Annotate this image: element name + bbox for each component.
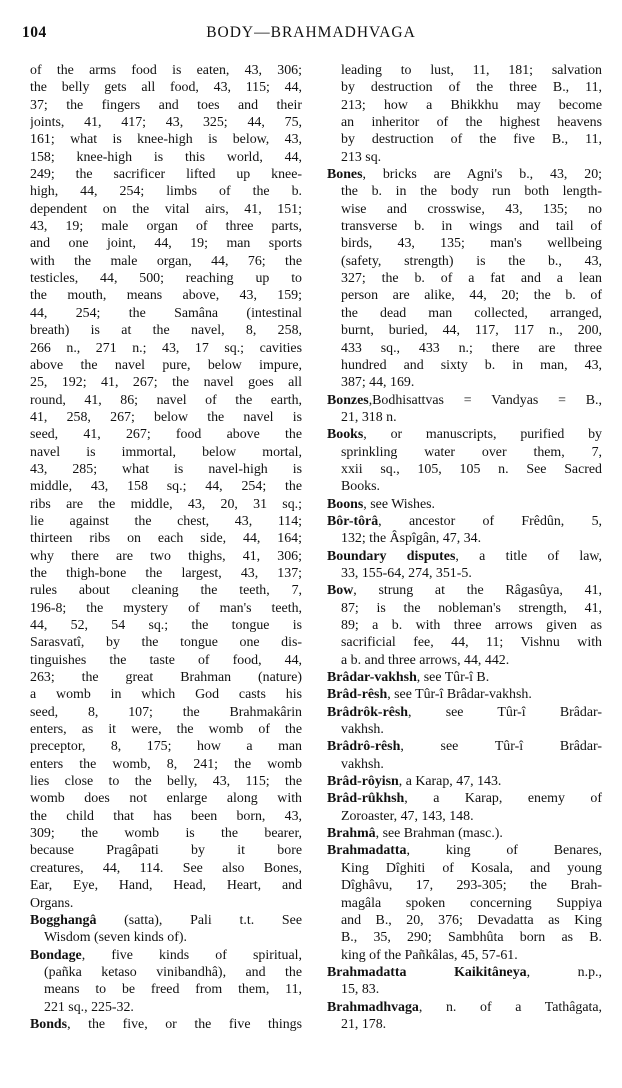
- index-entry-head-line: [327, 773, 602, 790]
- entry-text: seed, 8, 107; the Brahmakârin: [30, 704, 302, 720]
- index-line: [327, 201, 602, 218]
- index-line: [327, 617, 602, 634]
- entry-text: 132; the Âspîgân, 47, 34.: [341, 531, 482, 547]
- entry-text: 213 sq.: [341, 149, 382, 165]
- index-line: [30, 374, 302, 391]
- entry-text: leading to lust, 11, 181; salvation: [341, 63, 602, 78]
- entry-text: womb does not enlarge along with: [30, 791, 302, 807]
- index-line: [30, 426, 302, 443]
- index-line: [30, 183, 302, 200]
- index-entry-head-line: [30, 947, 302, 964]
- entry-text: birds, 43, 135; man's wellbeing: [341, 236, 602, 252]
- index-line: [327, 565, 602, 582]
- entry-text: 33, 155-64, 274, 351-5.: [341, 565, 472, 581]
- entry-text: , the five, or the five things: [67, 1016, 302, 1032]
- index-line: [30, 825, 302, 842]
- index-line: [30, 634, 302, 651]
- entry-text: thirteen ribs on each side, 44, 164;: [30, 531, 302, 547]
- entry-text: , see Tûr-î Brâdar-: [408, 704, 602, 720]
- index-line: [327, 877, 602, 894]
- entry-text: preceptor, 8, 175; how a man: [30, 739, 302, 755]
- index-line: [30, 340, 302, 357]
- entry-text: Zoroaster, 47, 143, 148.: [341, 808, 474, 824]
- entry-text: 43, 19; male organ of three parts,: [30, 219, 302, 235]
- index-entry-head-line: [327, 686, 602, 703]
- entry-text: 89; a b. with three arrows given as: [341, 618, 602, 633]
- entry-text: , or manuscripts, purified by: [363, 427, 602, 443]
- index-line: [30, 808, 302, 825]
- entry-text: high, 44, 254; limbs of the b.: [30, 184, 302, 200]
- entry-text: (satta), Pali t.t. See: [96, 912, 302, 928]
- index-line: [30, 877, 302, 894]
- index-line: [30, 860, 302, 877]
- entry-text: 327; the b. of a fat and a lean: [341, 271, 602, 287]
- headword: Brâd-rûkhsh: [327, 791, 405, 807]
- index-entry-head-line: [327, 582, 602, 599]
- index-line: [30, 790, 302, 807]
- index-entry-head-line: [30, 912, 302, 929]
- entry-text: breath) is at the navel, 8, 258,: [30, 323, 302, 339]
- entry-text: 44, 254; the Samâna (intestinal: [30, 305, 302, 321]
- index-line: [327, 183, 602, 200]
- entry-text: wise and crosswise, 43, 135; no: [341, 201, 602, 217]
- entry-text: xxii sq., 105, 105 n. See Sacred: [341, 461, 602, 477]
- entry-text: , see Wishes.: [363, 496, 436, 512]
- entry-text: and B., 20, 376; Devadatta as King: [341, 912, 602, 928]
- entry-text: the mouth, means above, 43, 159;: [30, 288, 302, 304]
- index-line: [30, 565, 302, 582]
- headword: Bonzes: [327, 392, 369, 408]
- entry-text: 263; the great Brahman (nature): [30, 670, 302, 686]
- headword: Brahmâ: [327, 826, 376, 842]
- headword: Bôr-tôrâ: [327, 513, 379, 529]
- headword: Boons: [327, 496, 364, 512]
- index-line: [30, 756, 302, 773]
- index-entry-head-line: [327, 825, 602, 842]
- index-line: [30, 738, 302, 755]
- entry-text: joints, 41, 417; 43, 325; 44, 75,: [30, 115, 302, 131]
- index-line: [30, 97, 302, 114]
- entry-text: the belly gets all food, 43, 115; 44,: [30, 80, 302, 96]
- index-line: [30, 235, 302, 252]
- entry-text: sacrificial fee, 44, 11; Vishnu with: [341, 635, 602, 651]
- entry-text: Books.: [341, 479, 380, 495]
- index-line: [327, 461, 602, 478]
- running-head: BODY—BRAHMADHVAGA: [206, 24, 416, 41]
- headword: Brâdrôk-rêsh: [327, 704, 409, 720]
- entry-text: , see Tûr-î B.: [416, 670, 490, 686]
- entry-text: transverse b. in wings and tail of: [341, 219, 602, 235]
- index-line: [30, 964, 302, 981]
- entry-text: the child that has been born, 43,: [30, 808, 302, 824]
- entry-text: 266 n., 271 n.; 43, 17 sq.; cavities: [30, 340, 302, 356]
- headword: Brahmadatta: [327, 843, 407, 859]
- entry-text: magâla spoken concerning Suppiya: [341, 895, 602, 911]
- entry-text: and one joint, 44, 19; man sports: [30, 236, 302, 252]
- index-line: [30, 201, 302, 218]
- entry-text: vakhsh.: [341, 756, 384, 772]
- index-line: [327, 79, 602, 96]
- entry-text: creatures, 44, 114. See also Bones,: [30, 860, 302, 876]
- index-line: [327, 1016, 602, 1033]
- entry-text: sprinkling water over them, 7,: [341, 444, 602, 460]
- entry-text: (pañka ketaso vinibandhâ), and the: [44, 964, 302, 980]
- index-line: [327, 652, 602, 669]
- entry-text: Organs.: [30, 895, 74, 911]
- entry-text: burnt, buried, 44, 117, 117 n., 200,: [341, 323, 602, 339]
- index-line: [327, 149, 602, 166]
- entry-text: 21, 318 n.: [341, 409, 397, 425]
- index-line: [30, 513, 302, 530]
- entry-text: enters, as it were, the womb of the: [30, 722, 302, 738]
- headword: Brahmadhvaga: [327, 999, 419, 1015]
- entry-text: the b. in the body run both length-: [341, 184, 602, 200]
- index-line: [327, 131, 602, 148]
- entry-text: above the navel pure, below impure,: [30, 357, 302, 373]
- headword: Brahmadatta Kaikitâneya: [327, 964, 527, 980]
- index-line: [30, 253, 302, 270]
- entry-text: (safety, strength) is the b., 43,: [341, 253, 602, 269]
- index-line: [30, 496, 302, 513]
- index-entry-head-line: [327, 738, 602, 755]
- index-line: [30, 357, 302, 374]
- entry-text: 309; the womb is the bearer,: [30, 826, 302, 842]
- index-line: [30, 721, 302, 738]
- entry-text: means to be freed from them, 11,: [44, 982, 302, 998]
- headword: Brâdrô-rêsh: [327, 739, 401, 755]
- headword: Bondage: [30, 947, 82, 963]
- headword: Brâd-rêsh: [327, 687, 388, 703]
- entry-text: 161; what is knee-high is below, 43,: [30, 132, 302, 148]
- entry-text: 158; knee-high is this world, 44,: [30, 149, 302, 165]
- entry-text: , a Karap, 47, 143.: [398, 774, 502, 790]
- entry-text: a womb in which God casts his: [30, 687, 302, 703]
- entry-text: vakhsh.: [341, 722, 384, 738]
- entry-text: , n.p.,: [526, 964, 602, 980]
- index-line: [30, 600, 302, 617]
- entry-text: , ancestor of Frêdûn, 5,: [378, 513, 602, 529]
- entry-text: of the arms food is eaten, 43, 306;: [30, 63, 302, 78]
- page-header: [22, 24, 600, 46]
- index-line: [30, 131, 302, 148]
- index-line: [327, 305, 602, 322]
- index-line: [327, 912, 602, 929]
- entry-text: 433 sq., 433 n.; there are three: [341, 340, 602, 356]
- headword: Books: [327, 427, 364, 443]
- index-entry-head-line: [327, 548, 602, 565]
- index-line: [327, 114, 602, 131]
- entry-text: , see Brahman (masc.).: [375, 826, 503, 842]
- index-entry-head-line: [327, 513, 602, 530]
- index-line: [30, 582, 302, 599]
- entry-text: navel is immortal, below mortal,: [30, 444, 302, 460]
- index-line: [30, 287, 302, 304]
- entry-text: middle, 43, 158 sq.; 44, 254; the: [30, 479, 302, 495]
- index-line: [327, 947, 602, 964]
- index-line: [30, 409, 302, 426]
- index-line: [327, 808, 602, 825]
- entry-text: why there are two thighs, 41, 306;: [30, 548, 302, 564]
- index-line: [327, 530, 602, 547]
- index-line: [327, 322, 602, 339]
- index-line: [327, 218, 602, 235]
- index-line: [30, 62, 302, 79]
- entry-text: lies close to the belly, 43, 115; the: [30, 774, 302, 790]
- entry-text: 213; how a Bhikkhu may become: [341, 97, 602, 113]
- entry-text: by destruction of the three B., 11,: [341, 80, 602, 96]
- index-line: [327, 97, 602, 114]
- index-entry-head-line: [327, 999, 602, 1016]
- index-line: [30, 530, 302, 547]
- entry-text: ribs are the middle, 43, 20, 31 sq.;: [30, 496, 302, 512]
- index-line: [30, 704, 302, 721]
- entry-text: enters the womb, 8, 241; the womb: [30, 756, 302, 772]
- index-entry-head-line: [327, 964, 602, 981]
- index-line: [30, 669, 302, 686]
- index-entry-head-line: [327, 704, 602, 721]
- index-line: [327, 600, 602, 617]
- entry-text: dependent on the vital airs, 41, 151;: [30, 201, 302, 217]
- index-line: [327, 374, 602, 391]
- right-column: [327, 62, 602, 1033]
- index-line: [30, 617, 302, 634]
- index-entry-head-line: [327, 790, 602, 807]
- entry-text: with the male organ, 44, 76; the: [30, 253, 302, 269]
- entry-text: Wisdom (seven kinds of).: [44, 930, 187, 946]
- entry-text: Ear, Eye, Hand, Head, Heart, and: [30, 878, 302, 894]
- entry-text: a b. and three arrows, 44, 442.: [341, 652, 510, 668]
- index-entry-head-line: [327, 496, 602, 513]
- entry-text: 387; 44, 169.: [341, 375, 415, 391]
- index-line: [327, 895, 602, 912]
- entry-text: 221 sq., 225-32.: [44, 999, 134, 1015]
- index-line: [30, 652, 302, 669]
- entry-text: seed, 41, 267; food above the: [30, 427, 302, 443]
- entry-text: 37; the fingers and toes and their: [30, 97, 302, 113]
- entry-text: king of the Pañkâlas, 45, 57-61.: [341, 947, 518, 963]
- entry-text: 249; the sacrificer lifted up knee-: [30, 167, 302, 183]
- index-line: [30, 842, 302, 859]
- index-entry-head-line: [327, 842, 602, 859]
- index-line: [30, 981, 302, 998]
- entry-text: hundred and sixty b. in man, 43,: [341, 357, 602, 373]
- index-line: [327, 340, 602, 357]
- index-line: [30, 929, 302, 946]
- index-line: [30, 773, 302, 790]
- entry-text: , n. of a Tathâgata,: [418, 999, 602, 1015]
- index-entry-head-line: [30, 1016, 302, 1033]
- index-line: [30, 322, 302, 339]
- index-line: [30, 149, 302, 166]
- entry-text: , see Tûr-î Brâdar-: [400, 739, 602, 755]
- headword: Bogghangâ: [30, 912, 97, 928]
- index-line: [30, 686, 302, 703]
- entry-text: Dîghâvu, 17, 293-305; the Brah-: [341, 878, 602, 894]
- entry-text: , five kinds of spiritual,: [81, 947, 302, 963]
- index-entry-head-line: [327, 392, 602, 409]
- index-line: [327, 287, 602, 304]
- entry-text: lie against the chest, 43, 114;: [30, 513, 302, 529]
- index-line: [327, 756, 602, 773]
- index-line: [327, 478, 602, 495]
- index-line: [30, 895, 302, 912]
- index-line: [327, 253, 602, 270]
- index-entry-head-line: [327, 669, 602, 686]
- index-line: [30, 478, 302, 495]
- entry-text: 15, 83.: [341, 982, 380, 998]
- entry-text: the thigh-bone the largest, 43, 137;: [30, 565, 302, 581]
- entry-text: , strung at the Râgasûya, 41,: [353, 583, 602, 599]
- index-line: [30, 270, 302, 287]
- entry-text: the dead man collected, arranged,: [341, 305, 602, 321]
- index-line: [327, 409, 602, 426]
- index-line: [30, 461, 302, 478]
- entry-text: 87; is the nobleman's strength, 41,: [341, 600, 602, 616]
- index-line: [327, 235, 602, 252]
- headword: Bow: [327, 583, 354, 599]
- index-line: [30, 305, 302, 322]
- entry-text: 44, 52, 54 sq.; the tongue is: [30, 618, 302, 633]
- left-column: [30, 62, 302, 1033]
- index-line: [30, 444, 302, 461]
- index-line: [30, 114, 302, 131]
- entry-text: , a Karap, enemy of: [404, 791, 602, 807]
- headword: Brâd-rôyisn: [327, 774, 399, 790]
- index-line: [30, 999, 302, 1016]
- index-line: [30, 166, 302, 183]
- index-line: [327, 444, 602, 461]
- index-line: [327, 62, 602, 79]
- index-line: [327, 270, 602, 287]
- entry-text: 196-8; the mystery of man's teeth,: [30, 600, 302, 616]
- entry-text: because Pragâpati by it bore: [30, 843, 302, 859]
- headword: Bonds: [30, 1016, 68, 1032]
- entry-text: ,Bodhisattvas = Vandyas = B.,: [368, 392, 602, 408]
- index-line: [327, 721, 602, 738]
- entry-text: person are alike, 44, 20; the b. of: [341, 288, 602, 304]
- index-line: [327, 634, 602, 651]
- entry-text: , bricks are Agni's b., 43, 20;: [362, 167, 602, 183]
- entry-text: rules about cleaning the teeth, 7,: [30, 583, 302, 599]
- entry-text: , a title of law,: [455, 548, 602, 564]
- index-entry-head-line: [327, 166, 602, 183]
- index-line: [327, 860, 602, 877]
- entry-text: 43, 285; what is navel-high is: [30, 461, 302, 477]
- entry-text: by destruction of the five B., 11,: [341, 132, 602, 148]
- headword: Boundary disputes: [327, 548, 456, 564]
- entry-text: , see Tûr-î Brâdar-vakhsh.: [387, 687, 532, 703]
- index-line: [30, 218, 302, 235]
- entry-text: testicles, 44, 500; reaching up to: [30, 271, 302, 287]
- entry-text: B., 35, 290; Sambhûta born as B.: [341, 930, 602, 946]
- index-line: [327, 981, 602, 998]
- index-line: [30, 548, 302, 565]
- index-line: [327, 929, 602, 946]
- entry-text: round, 41, 86; navel of the earth,: [30, 392, 302, 408]
- entry-text: 25, 192; 41, 267; the navel goes all: [30, 375, 302, 391]
- entry-text: 41, 258, 267; below the navel is: [30, 409, 302, 425]
- entry-text: tinguishes the taste of food, 44,: [30, 652, 302, 668]
- entry-text: an inheritor of the highest heavens: [341, 115, 602, 131]
- index-line: [327, 357, 602, 374]
- headword: Brâdar-vakhsh: [327, 670, 417, 686]
- entry-text: 21, 178.: [341, 1016, 387, 1032]
- page-number: 104: [22, 24, 47, 41]
- entry-text: Sarasvatî, by the tongue one dis-: [30, 635, 302, 651]
- entry-text: King Dîghiti of Kosala, and young: [341, 860, 602, 876]
- index-line: [30, 79, 302, 96]
- index-line: [30, 392, 302, 409]
- headword: Bones: [327, 167, 363, 183]
- entry-text: , king of Benares,: [406, 843, 602, 859]
- index-entry-head-line: [327, 426, 602, 443]
